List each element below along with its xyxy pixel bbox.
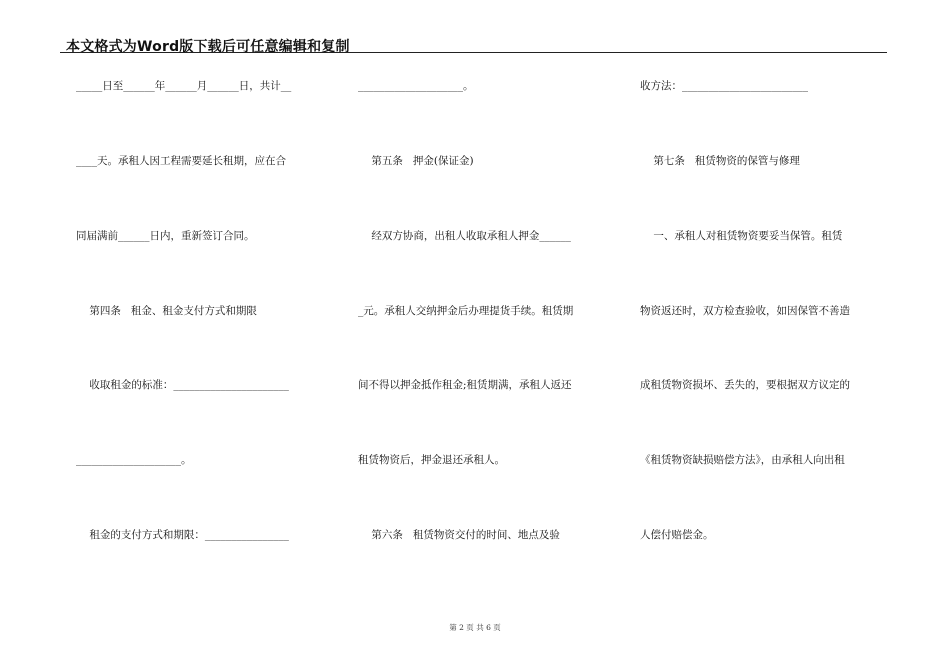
text-column-1 bbox=[76, 0, 326, 600]
text-line: 收方法：________________________ bbox=[640, 80, 808, 92]
text-line: 租金的支付方式和期限：________________ bbox=[76, 529, 289, 541]
text-line: ____________________。 bbox=[76, 454, 192, 466]
text-column-3 bbox=[640, 0, 890, 600]
text-line: 第七条 租赁物资的保管与修理 bbox=[640, 155, 800, 167]
text-line: 间不得以押金抵作租金;租赁期满，承租人返还 bbox=[358, 379, 572, 391]
text-line: 收取租金的标准：______________________ bbox=[76, 379, 289, 391]
text-column-2 bbox=[358, 0, 608, 600]
document-header-title: 本文格式为Word版下载后可任意编辑和复制 bbox=[66, 39, 350, 55]
text-line: 第六条 租赁物资交付的时间、地点及验 bbox=[358, 529, 560, 541]
text-line: ____________________。 bbox=[358, 80, 474, 92]
page-number: 第 2 页 共 6 页 bbox=[449, 623, 501, 632]
text-line: 经双方协商，出租人收取承租人押金______ bbox=[358, 230, 571, 242]
text-line: _____日至______年______月______日，共计__ bbox=[76, 80, 292, 92]
text-line: 《租赁物资缺损赔偿方法》，由承租人向出租 bbox=[640, 454, 845, 466]
text-line: 同届满前______日内，重新签订合同。 bbox=[76, 230, 255, 242]
text-line: ____天。承租人因工程需要延长租期，应在合 bbox=[76, 155, 286, 167]
text-line: 一、承租人对租赁物资要妥当保管。租赁 bbox=[640, 230, 843, 242]
text-line: 物资返还时，双方检查验收，如因保管不善造 bbox=[640, 305, 850, 317]
text-line: 第五条 押金(保证金) bbox=[358, 155, 474, 167]
text-line: 第四条 租金、租金支付方式和期限 bbox=[76, 305, 257, 317]
text-line: 人偿付赔偿金。 bbox=[640, 529, 714, 541]
text-line: 成租赁物资损坏、丢失的，要根据双方议定的 bbox=[640, 379, 850, 391]
text-line: 租赁物资后，押金退还承租人。 bbox=[358, 454, 505, 466]
text-line: _元。承租人交纳押金后办理提货手续。租赁期 bbox=[358, 305, 574, 317]
